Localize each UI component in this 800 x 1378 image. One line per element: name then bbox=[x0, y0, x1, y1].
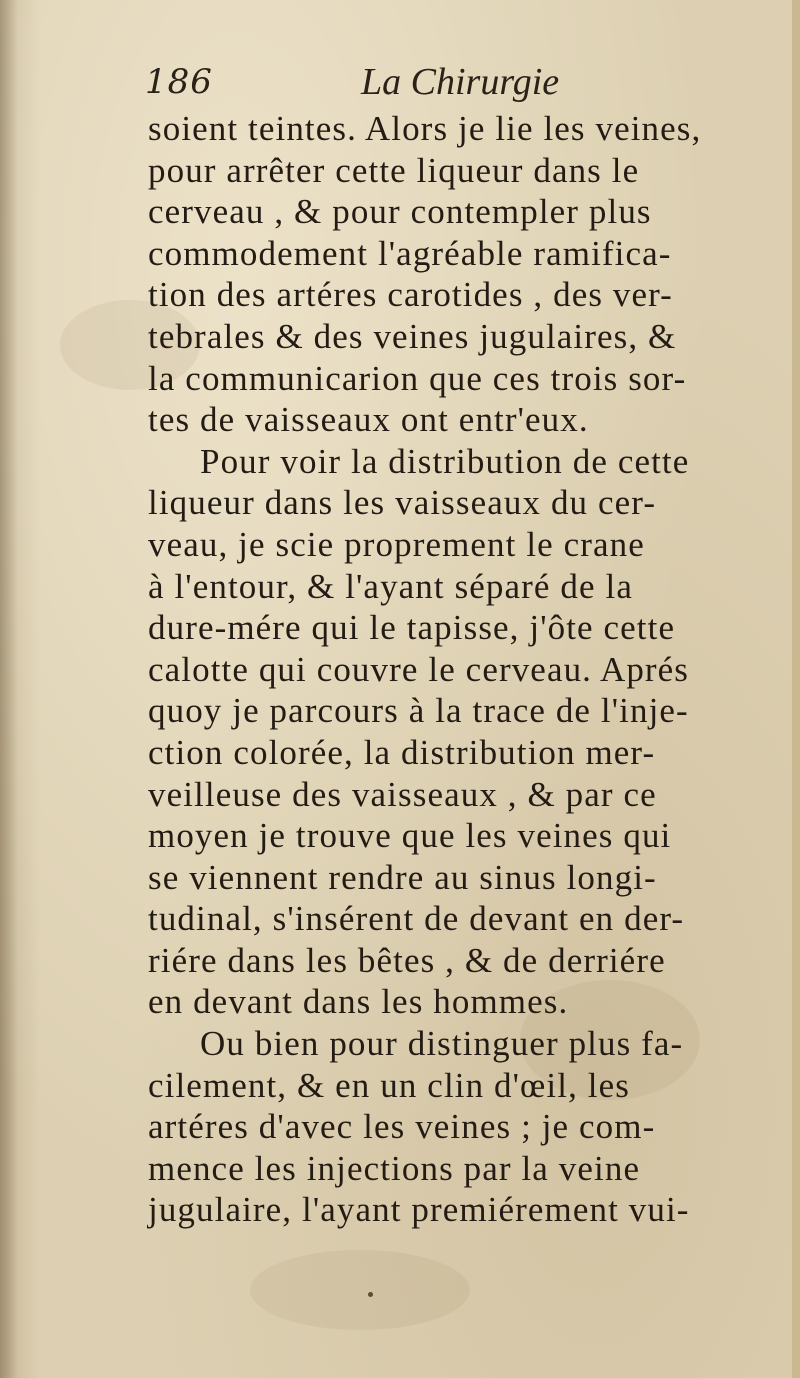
paper-stain bbox=[250, 1250, 470, 1330]
text-line: soient teintes. Alors je lie les veines, bbox=[148, 109, 702, 148]
text-line: commodement l'agréable ramifica- bbox=[148, 233, 672, 273]
page-number: 186 bbox=[145, 62, 213, 102]
text-line: se viennent rendre au sinus longi- bbox=[148, 857, 657, 897]
text-line: à l'entour, & l'ayant séparé de la bbox=[148, 566, 633, 606]
text-line: pour arrêter cette liqueur dans le bbox=[148, 150, 640, 190]
text-line: tion des artéres carotides , des ver- bbox=[148, 275, 673, 315]
text-line: la communicarion que ces trois sor- bbox=[148, 358, 687, 398]
text-line: calotte qui couvre le cerveau. Aprés bbox=[148, 649, 690, 689]
text-line: mence les injections par la veine bbox=[148, 1148, 641, 1188]
text-line: en devant dans les hommes. bbox=[148, 982, 569, 1022]
text-line: tudinal, s'insérent de devant en der- bbox=[148, 899, 685, 939]
paragraph-start-line: Pour voir la distribution de cette bbox=[200, 441, 690, 481]
text-line: liqueur dans les vaisseaux du cer- bbox=[148, 483, 657, 523]
text-line: tebrales & des veines jugulaires, & bbox=[148, 316, 677, 356]
text-line: veilleuse des vaisseaux , & par ce bbox=[148, 774, 657, 814]
text-line: quoy je parcours à la trace de l'inje- bbox=[148, 691, 689, 731]
paragraph-start-line: Ou bien pour distinguer plus fa- bbox=[200, 1024, 684, 1064]
text-line: artéres d'avec les veines ; je com- bbox=[148, 1107, 656, 1147]
text-line: jugulaire, l'ayant premiérement vui- bbox=[148, 1190, 690, 1230]
text-line: moyen je trouve que les veines qui bbox=[148, 816, 672, 856]
text-line: ction colorée, la distribution mer- bbox=[148, 732, 656, 772]
running-title: La Chirurgie bbox=[361, 61, 560, 103]
text-line: riére dans les bêtes , & de derriére bbox=[148, 940, 666, 980]
text-line: tes de vaisseaux ont entr'eux. bbox=[148, 400, 589, 440]
page-header bbox=[145, 58, 745, 106]
spine-shadow bbox=[0, 0, 18, 1378]
text-line: cerveau , & pour contempler plus bbox=[148, 192, 652, 232]
body-text bbox=[148, 108, 738, 1231]
text-line: cilement, & en un clin d'œil, les bbox=[148, 1065, 630, 1105]
text-line: veau, je scie proprement le crane bbox=[148, 524, 645, 564]
text-line: dure-mére qui le tapisse, j'ôte cette bbox=[148, 608, 676, 648]
ink-speck bbox=[368, 1292, 373, 1297]
